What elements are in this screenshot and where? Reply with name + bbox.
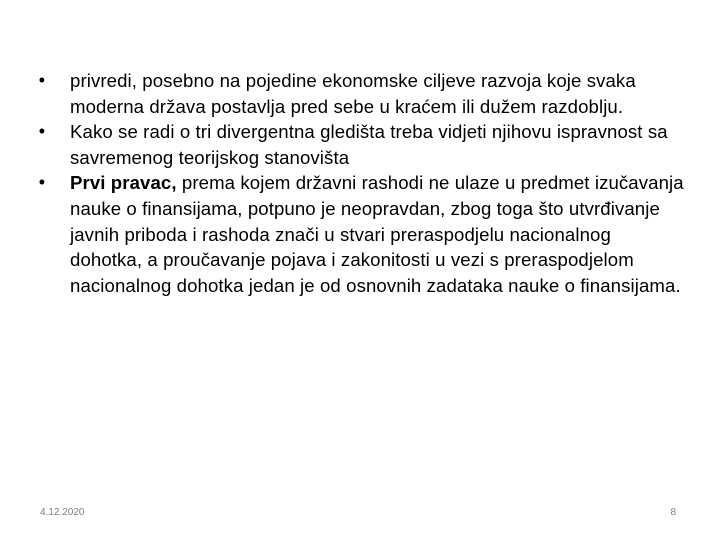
bullet-marker: • (38, 121, 46, 142)
bullet-item-2 (36, 119, 686, 170)
bullet-item-1 (36, 68, 686, 119)
bullet-lead-bold: Prvi pravac, (70, 172, 177, 194)
bullet-item-3 (36, 170, 686, 298)
footer-date: 4.12.2020 (40, 507, 85, 518)
bullet-marker: • (38, 172, 46, 193)
page-number: 8 (670, 507, 676, 518)
bullet-marker: • (38, 70, 46, 90)
bullet-text: Kako se radi o tri divergentna gledišta treba vidjeti njihovu ispravnost sa savremenog teorijskog stanovišta (70, 121, 668, 168)
bullet-text: prema kojem državni rashodi ne ulaze u predmet izučavanja nauke o finansijama, potpuno je neopravdan, zbog toga što utvrđivanje javnih priboda i rashoda znači u stvari preraspodjelu nacionalnog dohotka, a proučavanje pojava i zakonitosti u vezi s preraspodjelom nacionalnog dohotka jedan je od osnovnih zadataka nauke o finansijama. (70, 172, 684, 296)
bullet-text: privredi, posebno na pojedine ekonomske ciljeve razvoja koje svaka moderna država postavlja pred sebe u kraćem ili dužem razdoblju. (70, 70, 636, 117)
bullet-list (36, 68, 686, 298)
